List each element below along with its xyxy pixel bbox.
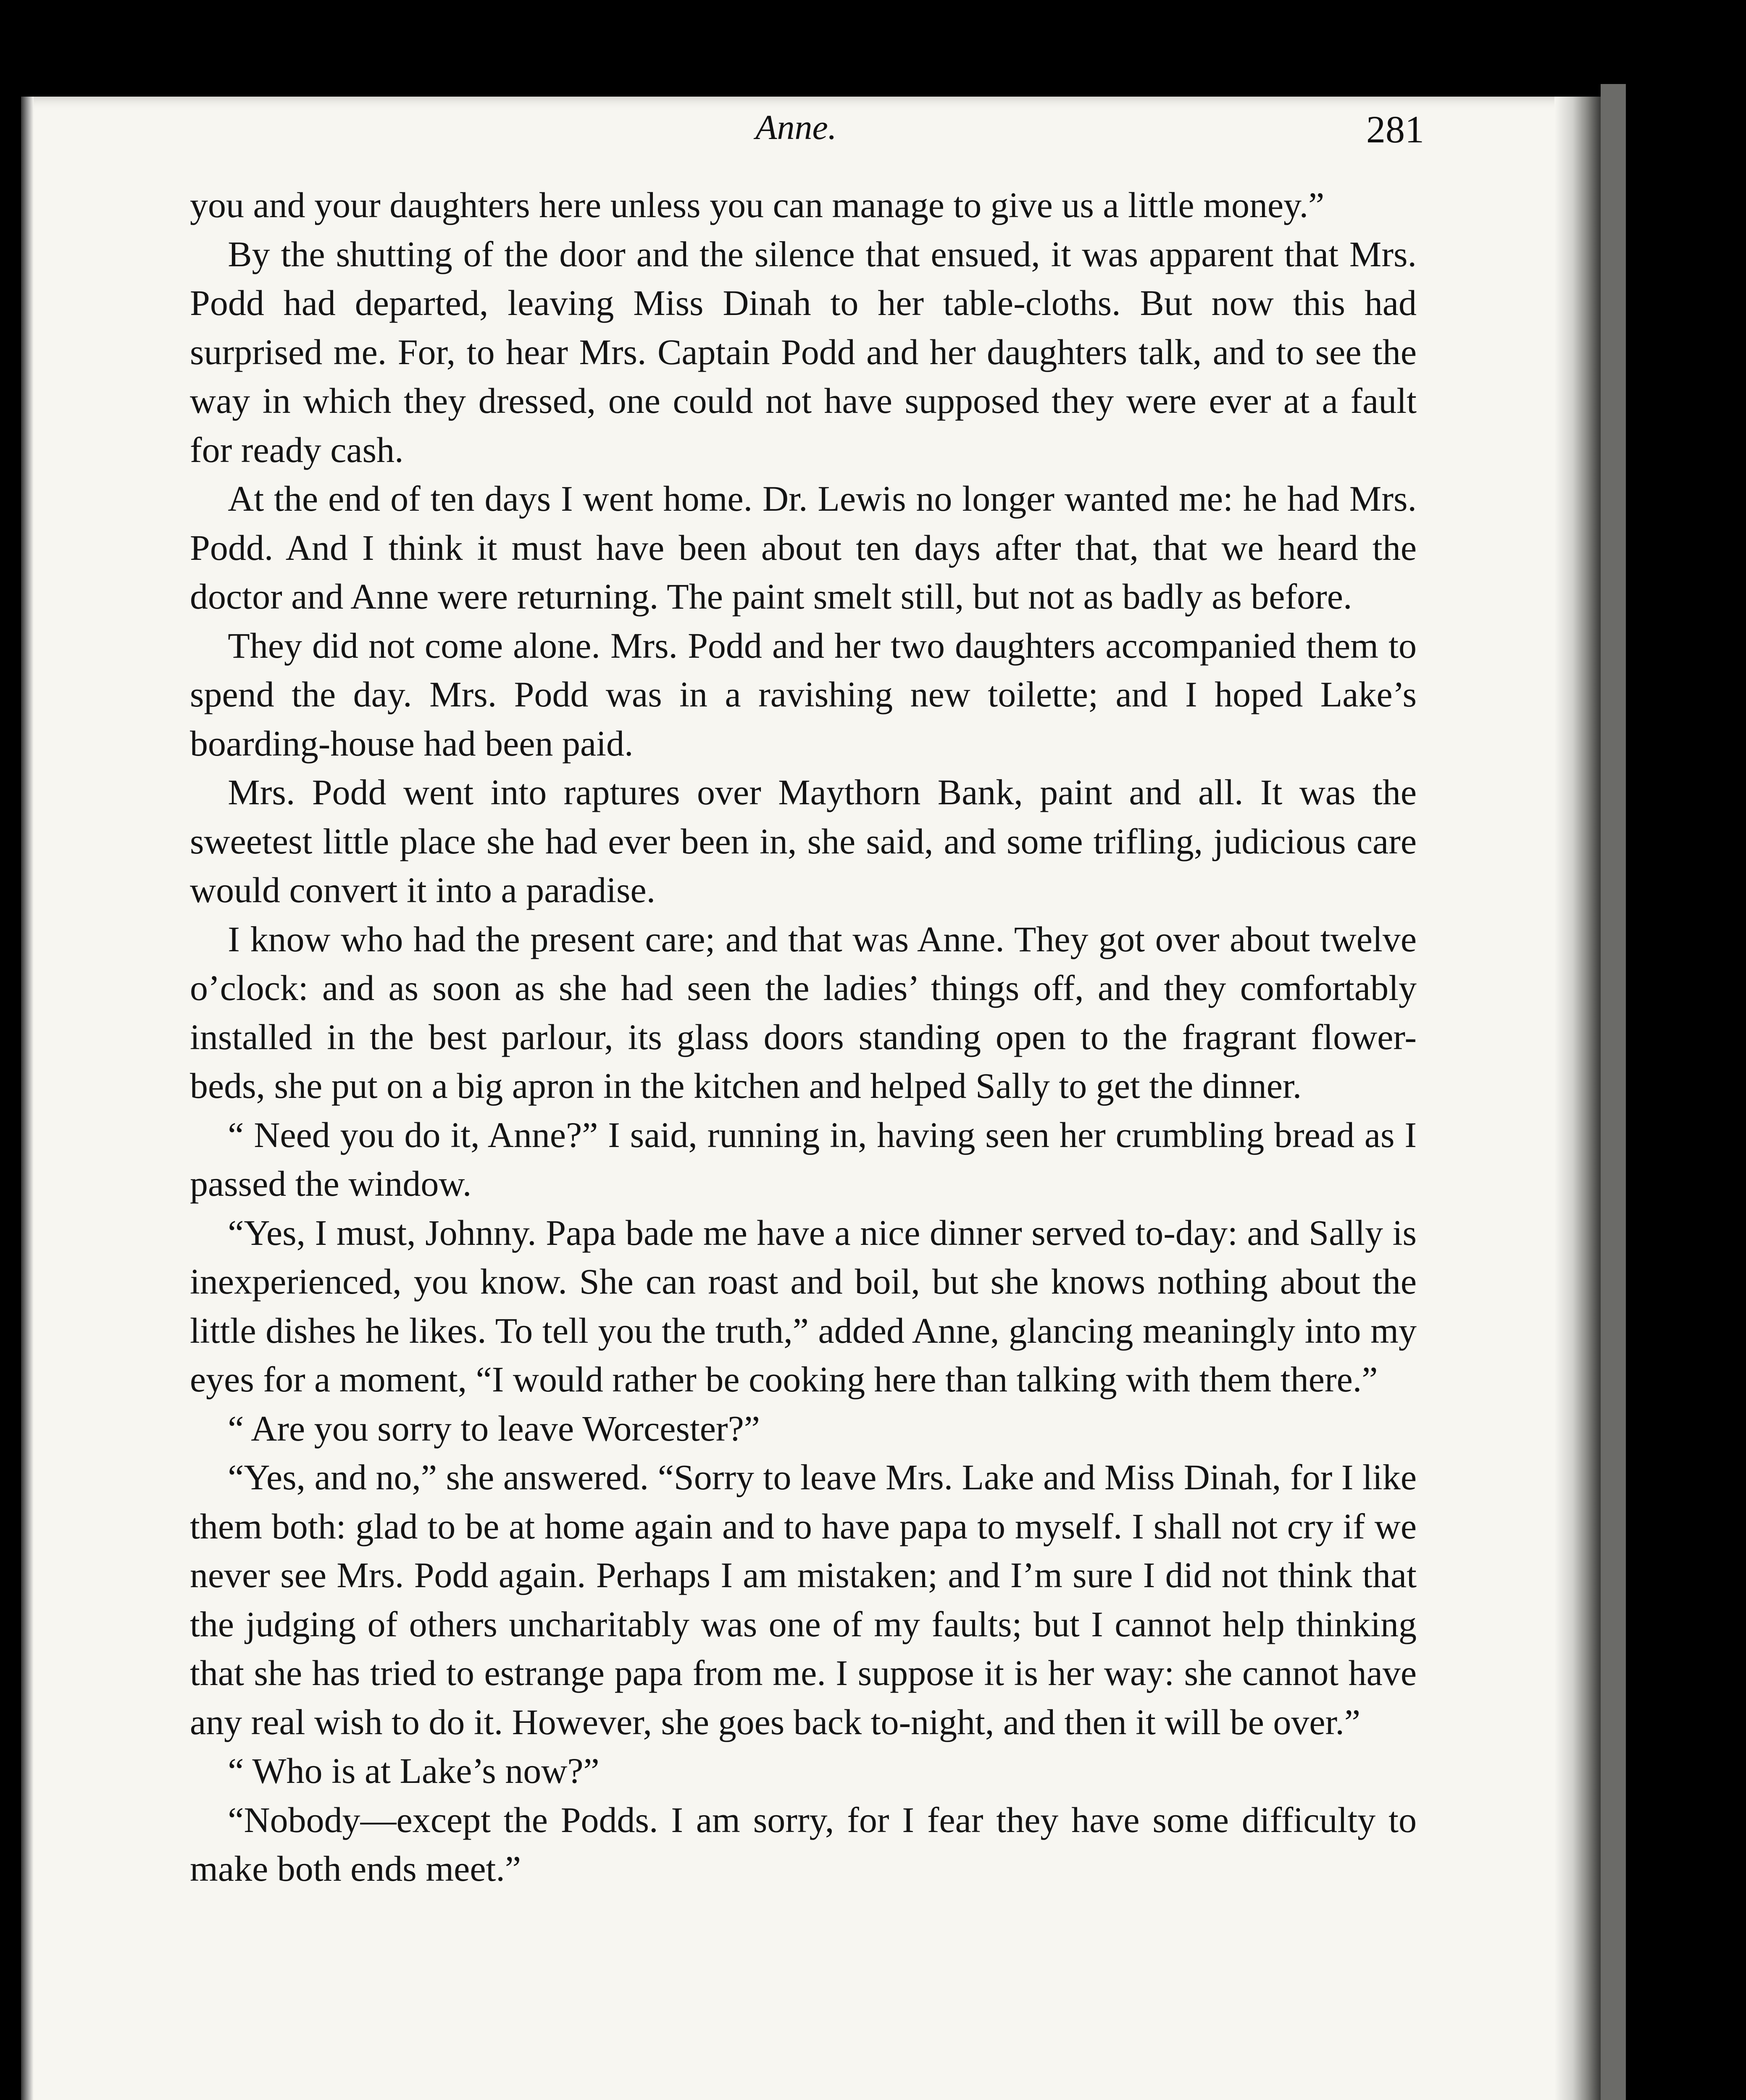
paragraph: “Nobody—except the Podds. I am sorry, for I fear they have some difficulty to make both ends meet.” bbox=[190, 1799, 1417, 1889]
paragraph: “ Are you sorry to leave Worcester?” bbox=[228, 1408, 760, 1449]
paragraph: At the end of ten days I went home. Dr. Lewis no longer wanted me: he had Mrs. Podd. And I think it must have been about ten days after that, that we heard the doctor and Anne were returning. The paint smelt still, but not as badly as before. bbox=[190, 478, 1417, 617]
paragraph: “Yes, and no,” she answered. “Sorry to leave Mrs. Lake and Miss Dinah, for I like them both: glad to be at home again and to have papa to myself. I shall not cry if we never see Mrs. Podd again. Perhaps I am mistaken; and I’m sure I did not think that the judging of others uncharitably was one of my faults; but I cannot help thinking that she has tried to estrange papa from me. I suppose it is her way: she cannot have any real wish to do it. However, she goes back to-night, and then it will be over.” bbox=[190, 1457, 1417, 1742]
body-text bbox=[190, 181, 1417, 1893]
paragraph: “ Need you do it, Anne?” I said, running in, having seen her crumbling bread as I passed the window. bbox=[190, 1114, 1417, 1204]
paragraph: By the shutting of the door and the silence that ensued, it was apparent that Mrs. Podd had departed, leaving Miss Dinah to her table-cloths. But now this had surprised me. For, to hear Mrs. Captain Podd and her daughters talk, and to see the way in which they dressed, one could not have supposed they were ever at a fault for ready cash. bbox=[190, 234, 1417, 470]
paragraph: you and your daughters here unless you can manage to give us a little money.” bbox=[190, 185, 1325, 225]
page-edge-shadow bbox=[1554, 97, 1601, 2100]
running-title: Anne. bbox=[755, 108, 837, 147]
paragraph: Mrs. Podd went into raptures over Maythorn Bank, paint and all. It was the sweetest little place she had ever been in, she said, and some trifling, judicious care would convert it into a paradise. bbox=[190, 772, 1417, 910]
paragraph: They did not come alone. Mrs. Podd and her two daughters accompanied them to spend the day. Mrs. Podd was in a ravishing new toilette; and I hoped Lake’s boarding-house had been paid. bbox=[190, 625, 1417, 764]
page-gutter-shadow bbox=[21, 97, 34, 2100]
paragraph: I know who had the present care; and that was Anne. They got over about twelve o’clock: and as soon as she had seen the ladies’ things off, and they comfortably installed in the best parlour, its glass doors standing open to the fragrant flower-beds, she put on a big apron in the kitchen and helped Sally to get the dinner. bbox=[190, 919, 1417, 1106]
page-stack-edge bbox=[1601, 84, 1626, 2100]
running-head bbox=[168, 107, 1424, 166]
paragraph: “Yes, I must, Johnny. Papa bade me have a nice dinner served to-day: and Sally is inexperienced, you know. She can roast and boil, but she knows nothing about the little dishes he likes. To tell you the truth,” added Anne, glancing meaningly into my eyes for a moment, “I would rather be cooking here than talking with them there.” bbox=[190, 1212, 1417, 1399]
page-number: 281 bbox=[1366, 108, 1424, 151]
paragraph: “ Who is at Lake’s now?” bbox=[228, 1751, 600, 1791]
